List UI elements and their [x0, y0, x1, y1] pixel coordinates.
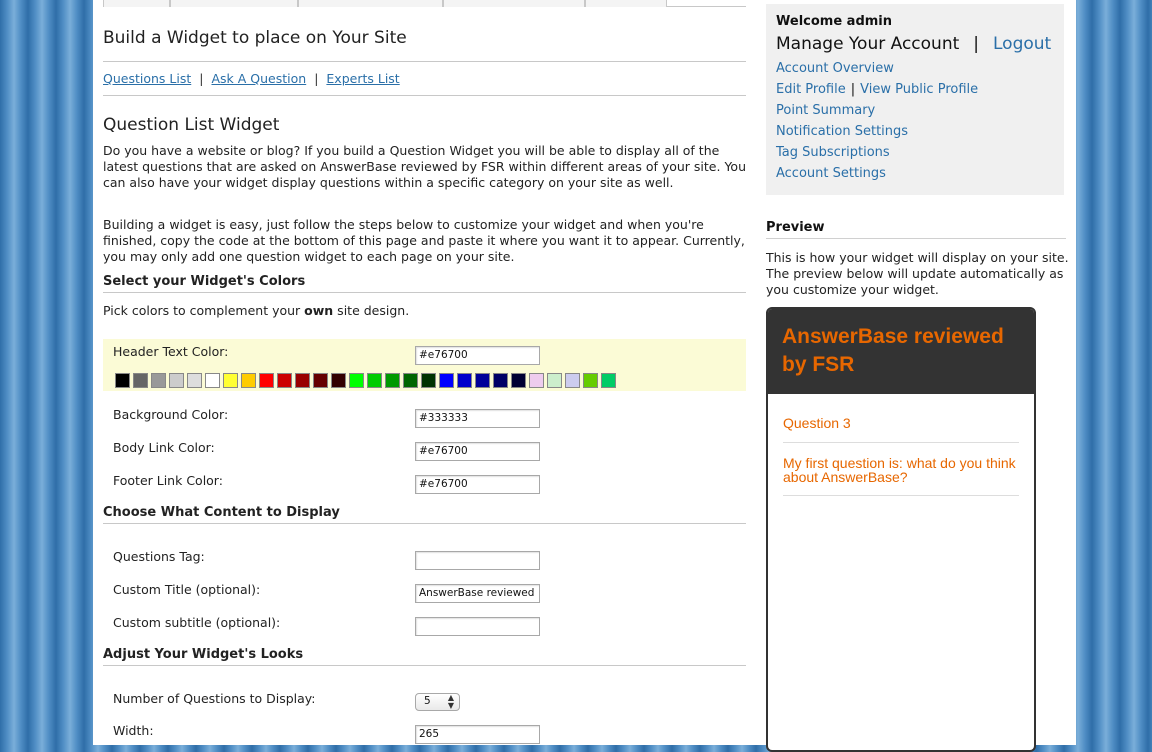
custom-title-input[interactable]: AnswerBase reviewed: [415, 584, 540, 603]
custom-title-label: Custom Title (optional):: [113, 582, 261, 597]
color-swatch[interactable]: [583, 373, 598, 388]
ask-question-link[interactable]: Ask A Question: [211, 71, 307, 86]
color-swatch[interactable]: [223, 373, 238, 388]
logout-link[interactable]: Logout: [993, 34, 1052, 54]
page-title: Build a Widget to place on Your Site: [103, 28, 407, 48]
header-text-color-label: Header Text Color:: [113, 344, 229, 359]
questions-tag-label: Questions Tag:: [113, 549, 205, 564]
account-settings-link[interactable]: Account Settings: [776, 166, 886, 181]
account-overview-link[interactable]: Account Overview: [776, 61, 894, 76]
tab-stub[interactable]: [298, 0, 443, 7]
separator: |: [199, 71, 204, 86]
color-swatch[interactable]: [511, 373, 526, 388]
profile-links: [776, 82, 978, 97]
footer-link-color-input[interactable]: #e76700: [415, 475, 540, 494]
breadcrumb: [103, 71, 400, 86]
footer-link-color-label: Footer Link Color:: [113, 473, 223, 488]
width-input[interactable]: 265: [415, 725, 540, 744]
intro-paragraph: Do you have a website or blog? If you build a Question Widget you will be able to display all of the latest questions that are asked on AnswerBase reviewed by FSR within different areas of your site. You can also have your widget display questions within a specific category on your site as well.: [103, 143, 746, 190]
color-swatch[interactable]: [547, 373, 562, 388]
tab-stub[interactable]: [443, 0, 585, 7]
preview-heading: Preview: [766, 220, 825, 235]
color-swatch[interactable]: [151, 373, 166, 388]
looks-section-heading: Adjust Your Widget's Looks: [103, 647, 304, 662]
color-swatch[interactable]: [529, 373, 544, 388]
tab-stub[interactable]: [103, 0, 170, 7]
page-container: [93, 0, 1076, 745]
widget-question-link[interactable]: My first question is: what do you think about AnswerBase?: [783, 455, 1016, 485]
color-swatch[interactable]: [439, 373, 454, 388]
tab-stub[interactable]: [585, 0, 667, 7]
color-swatch[interactable]: [457, 373, 472, 388]
colors-section-heading: Select your Widget's Colors: [103, 274, 306, 289]
experts-list-link[interactable]: Experts List: [326, 71, 400, 86]
notification-settings-link[interactable]: Notification Settings: [776, 124, 909, 139]
widget-question-link[interactable]: Question 3: [783, 415, 851, 431]
color-swatch[interactable]: [259, 373, 274, 388]
divider: [103, 61, 746, 62]
color-swatch[interactable]: [367, 373, 382, 388]
divider: [783, 442, 1019, 443]
background-color-label: Background Color:: [113, 407, 229, 422]
body-link-color-input[interactable]: #e76700: [415, 442, 540, 461]
color-swatch[interactable]: [421, 373, 436, 388]
edit-profile-link[interactable]: Edit Profile: [776, 82, 846, 97]
manage-account-title: Manage Your Account: [776, 34, 960, 54]
custom-subtitle-label: Custom subtitle (optional):: [113, 615, 281, 630]
color-swatch[interactable]: [241, 373, 256, 388]
manage-account-line: [776, 34, 1051, 54]
questions-list-link[interactable]: Questions List: [103, 71, 192, 86]
color-swatch[interactable]: [133, 373, 148, 388]
divider: [766, 238, 1066, 239]
account-panel: [766, 4, 1064, 195]
color-swatch[interactable]: [115, 373, 130, 388]
color-swatch[interactable]: [187, 373, 202, 388]
select-arrows-icon: ▲ ▼: [447, 693, 454, 710]
separator: |: [850, 82, 856, 97]
widget-preview-title: AnswerBase reviewed: [782, 325, 1004, 348]
widget-heading: Question List Widget: [103, 115, 280, 135]
color-swatch[interactable]: [313, 373, 328, 388]
hint-text: Pick colors to complement your: [103, 303, 305, 318]
divider: [103, 665, 746, 666]
color-swatch[interactable]: [295, 373, 310, 388]
colors-hint: [103, 303, 746, 319]
hint-bold: own: [304, 303, 334, 318]
divider: [103, 95, 746, 96]
content-section-heading: Choose What Content to Display: [103, 505, 340, 520]
separator: |: [314, 71, 319, 86]
divider: [783, 495, 1019, 496]
separator: |: [973, 34, 979, 54]
body-link-color-label: Body Link Color:: [113, 440, 215, 455]
instructions-paragraph: Building a widget is easy, just follow the steps below to customize your widget and when you're finished, copy the code at the bottom of this page and paste it where you want it to appear. Currently, you may only add one question widget to each page on your site.: [103, 217, 745, 264]
question-count-value: 5: [424, 695, 431, 707]
color-swatch[interactable]: [565, 373, 580, 388]
color-swatch[interactable]: [205, 373, 220, 388]
tab-stub[interactable]: [170, 0, 298, 7]
color-swatch[interactable]: [277, 373, 292, 388]
color-swatch[interactable]: [385, 373, 400, 388]
hint-text: site design.: [333, 303, 410, 318]
color-swatch[interactable]: [403, 373, 418, 388]
preview-description: This is how your widget will display on your site. The preview below will update automatically as you customize your widget.: [766, 250, 1069, 297]
welcome-text: Welcome admin: [776, 14, 893, 29]
divider: [103, 292, 746, 293]
width-label: Width:: [113, 723, 154, 738]
tag-subscriptions-link[interactable]: Tag Subscriptions: [776, 145, 890, 160]
background-color-input[interactable]: #333333: [415, 409, 540, 428]
point-summary-link[interactable]: Point Summary: [776, 103, 876, 118]
color-swatch[interactable]: [169, 373, 184, 388]
question-count-label: Number of Questions to Display:: [113, 691, 316, 706]
question-count-select[interactable]: [415, 693, 460, 711]
color-swatch-palette: [115, 373, 616, 388]
color-swatch[interactable]: [601, 373, 616, 388]
color-swatch[interactable]: [493, 373, 508, 388]
color-swatch[interactable]: [349, 373, 364, 388]
top-tab-strip: [103, 0, 746, 7]
widget-preview-title: by FSR: [782, 353, 855, 376]
widget-preview-header: [768, 309, 1034, 394]
divider: [103, 523, 746, 524]
color-swatch[interactable]: [331, 373, 346, 388]
header-text-color-input[interactable]: #e76700: [415, 346, 540, 365]
view-public-profile-link[interactable]: View Public Profile: [860, 82, 979, 97]
custom-subtitle-input[interactable]: [415, 617, 540, 636]
questions-tag-input[interactable]: [415, 551, 540, 570]
color-swatch[interactable]: [475, 373, 490, 388]
widget-preview: [766, 307, 1036, 752]
